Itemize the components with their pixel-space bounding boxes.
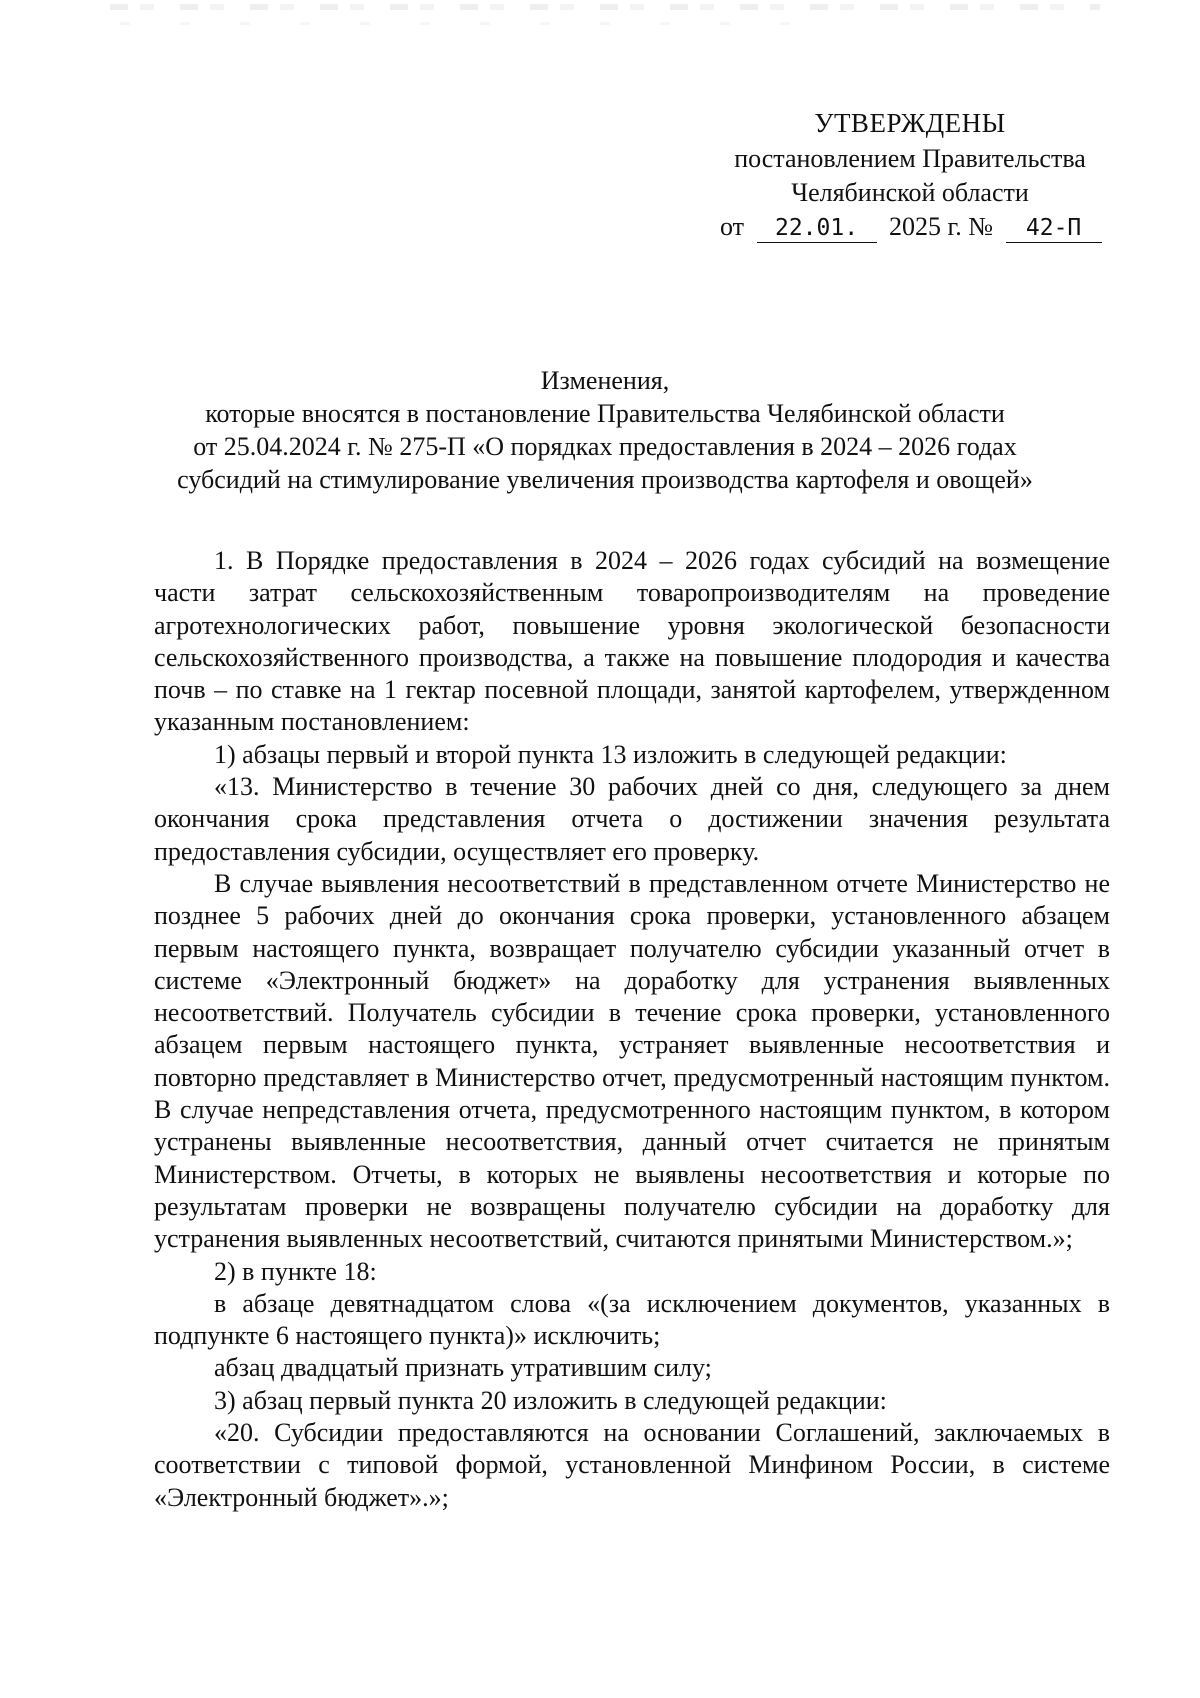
approval-line: Челябинской области [791, 178, 1029, 207]
date-prefix: от [720, 212, 745, 241]
body-paragraph: абзац двадцатый признать утратившим силу; [214, 1353, 712, 1383]
body-paragraph: 1. В Порядке предоставления в 2024 – 2026 годах субсидий на возмещение части затрат сельскохозяйственным товаропроизводителям на проведение агротехнологических работ, повышение уровня экологической безопасности сельскохозяйственного производства, а также на повышение плодородия и качества почв – по ставке на 1 гектар посевной площади, занятой картофелем, утвержденном указанным постановлением: [154, 546, 1110, 737]
scan-artifact [110, 4, 1100, 10]
approval-date-line [700, 210, 1120, 244]
approval-heading: УТВЕРЖДЕНЫ [814, 108, 1006, 138]
title-line: которые вносятся в постановление Правительства Челябинской области [205, 399, 1005, 428]
approval-year: 2025 г. № [889, 212, 994, 241]
approval-number: 42-П [1006, 214, 1102, 243]
body-paragraph: «13. Министерство в течение 30 рабочих дней со дня, следующего за днем окончания срока представления отчета о достижении значения результата предоставления субсидии, осуществляет его проверку. [154, 772, 1110, 866]
scan-artifact [120, 22, 820, 25]
document-body [154, 545, 1110, 1514]
body-paragraph: 1) абзацы первый и второй пункта 13 изложить в следующей редакции: [214, 739, 1007, 769]
approval-date: 22.01. [757, 214, 877, 243]
body-paragraph: В случае выявления несоответствий в представленном отчете Министерство не позднее 5 рабочих дней до окончания срока проверки, установленного абзацем первым настоящего пункта, возвращает получателю субсидии указанный отчет в системе «Электронный бюджет» на доработку для устранения выявленных несоответствий. Получатель субсидии в течение срока проверки, установленного абзацем первым настоящего пункта, устраняет выявленные несоответствия и повторно представляет в Министерство отчет, предусмотренный настоящим пунктом. В случае непредставления отчета, предусмотренного настоящим пунктом, в котором устранены выявленные несоответствия, данный отчет считается не принятым Министерством. Отчеты, в которых не выявлены несоответствия и которые по результатам проверки не возвращены получателю субсидии на доработку для устранения выявленных несоответствий, считаются принятыми Министерством.»; [154, 868, 1110, 1254]
title-line: субсидий на стимулирование увеличения производства картофеля и овощей» [177, 465, 1033, 494]
body-paragraph: 2) в пункте 18: [214, 1256, 377, 1286]
title-line: от 25.04.2024 г. № 275-П «О порядках предоставления в 2024 – 2026 годах [193, 432, 1017, 461]
approval-stamp-block [700, 106, 1120, 244]
body-paragraph: в абзаце девятнадцатом слова «(за исключением документов, указанных в подпункте 6 настоящего пункта)» исключить; [154, 1288, 1110, 1351]
title-line: Изменения, [540, 366, 670, 395]
document-title [150, 364, 1060, 496]
body-paragraph: «20. Субсидии предоставляются на основании Соглашений, заключаемых в соответствии с типовой формой, установленной Минфином России, в системе «Электронный бюджет».»; [154, 1418, 1110, 1512]
approval-line: постановлением Правительства [734, 144, 1086, 173]
body-paragraph: 3) абзац первый пункта 20 изложить в следующей редакции: [214, 1385, 887, 1415]
